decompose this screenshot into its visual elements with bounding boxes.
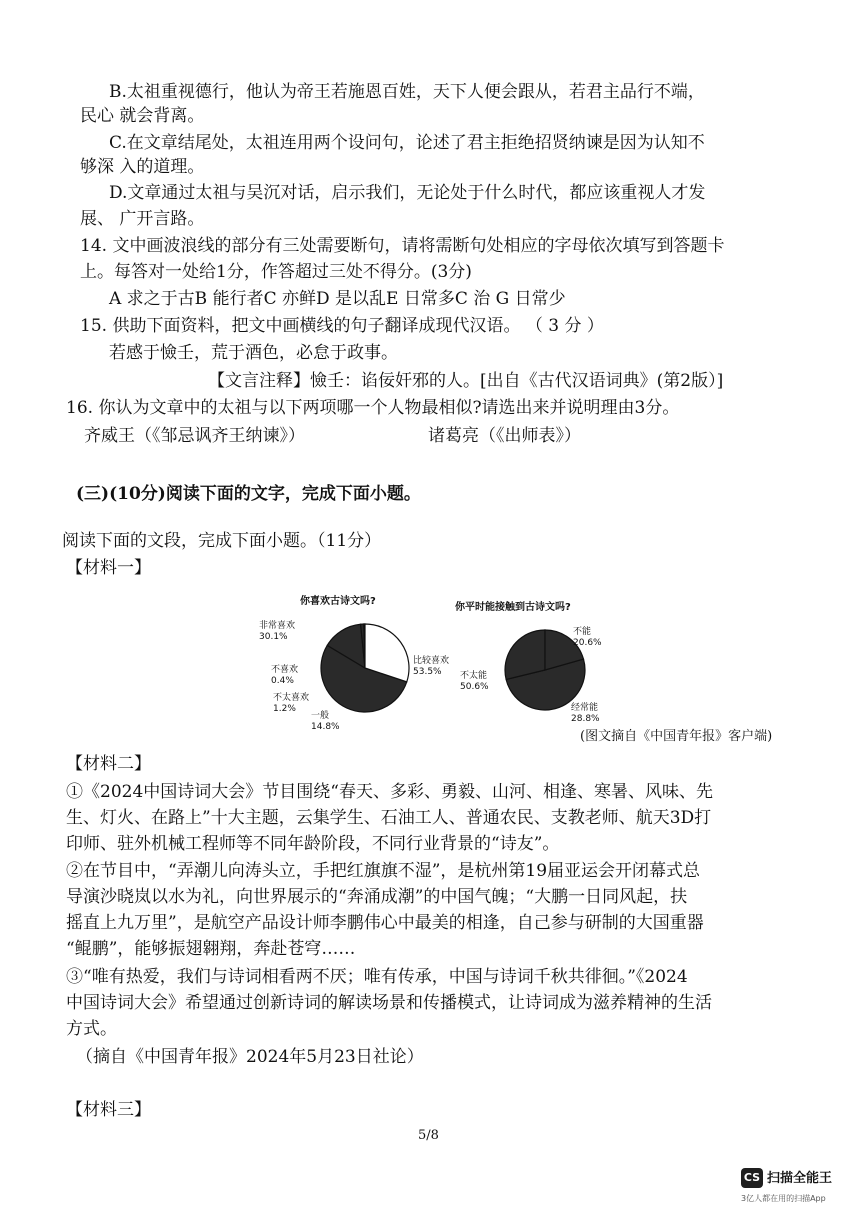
- page-number: 5/8: [418, 1128, 439, 1143]
- paragraph-3-line-3: 方式。: [66, 1019, 117, 1039]
- pie-0-value-2: 1.2%: [273, 704, 296, 714]
- pie-1-slice-1: [505, 630, 545, 679]
- reading-instruction: 阅读下面的文段，完成下面小题。（11分）: [62, 531, 382, 551]
- paragraph-2-line-2: 导演沙晓岚以水为礼，向世界展示的“奔涌成潮”的中国气魄；“大鹏一日同风起，扶: [66, 887, 688, 907]
- material-1-heading: 【材料一】: [66, 558, 151, 578]
- question-14-line-2: 上。每答对一处给1分，作答超过三处不得分。(3分): [80, 262, 472, 282]
- option-b-line-1: B.太祖重视德行，他认为帝王若施恩百姓，天下人便会跟从，若君主品行不端，: [109, 82, 705, 102]
- pie-1-title: 你平时能接触到古诗文吗?: [455, 602, 571, 613]
- question-14-options: A 求之于古B 能行者C 亦鲜D 是以乱E 日常多C 治 G 日常少: [109, 289, 566, 309]
- pie-1-label-0: 不太能: [460, 671, 488, 681]
- material-3-heading: 【材料三】: [66, 1100, 151, 1120]
- pie-0-label-2: 不太喜欢: [273, 693, 310, 703]
- pie-1-label-2: 不能: [573, 627, 592, 637]
- source-citation: （摘自《中国青年报》2024年5月23日社论）: [76, 1047, 424, 1067]
- question-16-choice-1: 齐威王（《邹忌讽齐王纳谏》）: [84, 426, 305, 446]
- scanner-brand: 扫描全能王: [767, 1171, 833, 1186]
- pie-0-label-1: 一般: [311, 711, 330, 721]
- survey-pie-charts: [255, 588, 615, 738]
- section-3-heading: (三)(10分)阅读下面的文字，完成下面小题。: [76, 484, 421, 504]
- pie-0-label-3: 不喜欢: [271, 665, 299, 675]
- paragraph-2-line-1: ②在节目中，“弄潮儿向涛头立，手把红旗旗不湿”，是杭州第19届亚运会开闭幕式总: [66, 861, 701, 881]
- pie-0-value-1: 14.8%: [311, 722, 340, 732]
- pie-0-value-0: 53.5%: [413, 667, 442, 677]
- chart-credit: (图文摘自《中国青年报》客户端): [580, 729, 773, 744]
- paragraph-2-line-3: 摇直上九万里”，是航空产品设计师李鹏伟心中最美的相逢，自己参与研制的大国重器: [66, 913, 704, 933]
- pie-1-value-1: 28.8%: [571, 714, 600, 724]
- option-c-line-2: 够深 入的道理。: [80, 157, 205, 177]
- pie-1-value-2: 20.6%: [573, 638, 602, 648]
- pie-0-value-4: 30.1%: [259, 632, 288, 642]
- survey-charts: [255, 588, 615, 738]
- pie-0-value-3: 0.4%: [271, 676, 294, 686]
- question-16-line-1: 16. 你认为文章中的太祖与以下两项哪一个人物最相似?请选出来并说明理由3分。: [66, 398, 680, 418]
- scanner-logo-icon: CS: [741, 1168, 763, 1188]
- option-b-line-2: 民心 就会背离。: [80, 106, 205, 126]
- scanner-tagline: 3亿人都在用的扫描App: [741, 1194, 826, 1203]
- pie-0-label-4: 非常喜欢: [259, 621, 296, 631]
- pie-1-value-0: 50.6%: [460, 682, 489, 692]
- paragraph-1-line-3: 印师、驻外机械工程师等不同年龄阶段，不同行业背景的“诗友”。: [66, 834, 560, 854]
- question-15-line-1: 15. 供助下面资料，把文中画横线的句子翻译成现代汉语。 （ 3 分 ）: [80, 316, 604, 336]
- paragraph-1-line-1: ①《2024中国诗词大会》节目围绕“春天、多彩、勇毅、山河、相逢、寒暑、风味、先: [66, 782, 713, 802]
- question-16-choice-2: 诸葛亮（《出师表》）: [428, 426, 581, 446]
- option-c-line-1: C.在文章结尾处，太祖连用两个设问句，论述了君主拒绝招贤纳谏是因为认知不: [109, 133, 705, 153]
- option-d-line-2: 展、 广开言路。: [80, 209, 205, 229]
- pie-1-label-1: 经常能: [571, 703, 599, 713]
- paragraph-3-line-2: 中国诗词大会》希望通过创新诗词的解读场景和传播模式，让诗词成为滋养精神的生活: [66, 993, 712, 1013]
- paragraph-2-line-4: “鲲鹏”，能够振翅翱翔，奔赴苍穹……: [66, 939, 356, 959]
- question-14-line-1: 14. 文中画波浪线的部分有三处需要断句，请将需断句处相应的字母依次填写到答题卡: [80, 236, 725, 256]
- material-2-heading: 【材料二】: [66, 754, 151, 774]
- question-15-annotation: 【文言注释】憸壬：谄佞奸邪的人。[出自《古代汉语词典》(第2版）]: [208, 371, 724, 391]
- option-d-line-1: D.文章通过太祖与吴沉对话，启示我们，无论处于什么时代，都应该重视人才发: [109, 183, 706, 203]
- paragraph-1-line-2: 生、灯火、在路上”十大主题，云集学生、石油工人、普通农民、支教老师、航天3D打: [66, 808, 712, 828]
- pie-0-label-0: 比较喜欢: [413, 656, 450, 666]
- pie-0-title: 你喜欢古诗文吗?: [300, 596, 376, 607]
- question-15-sentence: 若感于憸壬，荒于酒色，必怠于政事。: [109, 343, 398, 363]
- paragraph-3-line-1: ③“唯有热爱，我们与诗词相看两不厌；唯有传承，中国与诗词千秋共徘徊。”《2024: [66, 967, 688, 987]
